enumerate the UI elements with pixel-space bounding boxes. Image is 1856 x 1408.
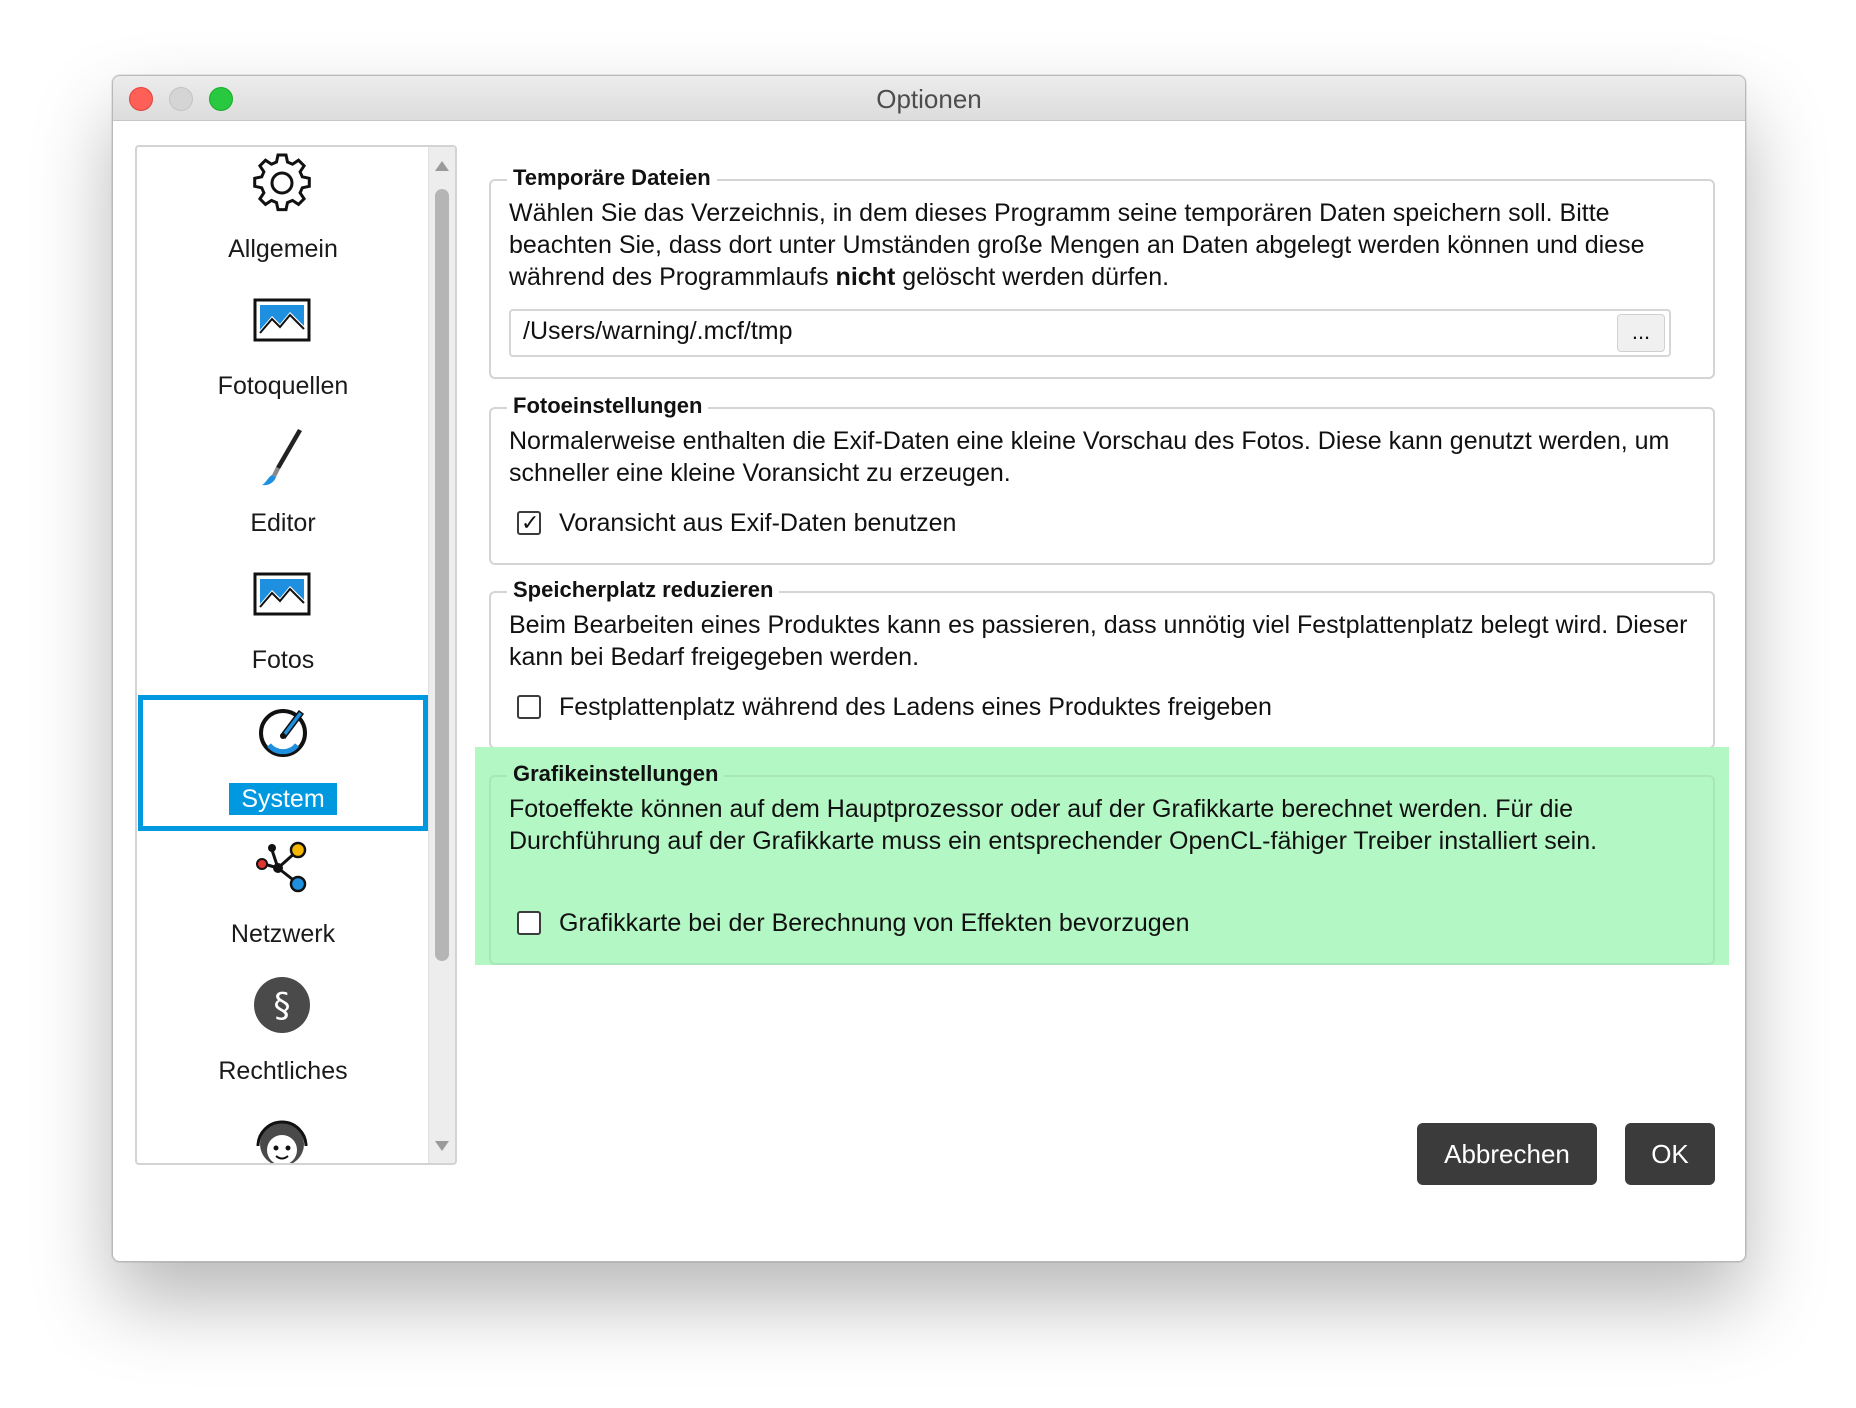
brush-icon bbox=[250, 425, 314, 489]
sidebar-item-support[interactable] bbox=[137, 1106, 429, 1165]
group-title: Fotoeinstellungen bbox=[507, 393, 708, 419]
sidebar-item-allgemein[interactable] bbox=[137, 147, 429, 283]
ok-button[interactable]: OK bbox=[1625, 1123, 1715, 1185]
group-description: Fotoeffekte können auf dem Hauptprozessor oder auf der Grafikkarte berechnet werden. Für die Durchführung auf der Grafikkarte muss ein entsprechender OpenCL-fähiger Treiber installiert sein. bbox=[509, 795, 1598, 855]
sidebar-item-rechtliches[interactable] bbox=[137, 969, 429, 1105]
picture-icon bbox=[250, 562, 314, 626]
sidebar-item-label: Netzwerk bbox=[230, 920, 336, 948]
section-sign-icon bbox=[250, 973, 314, 1037]
group-title: Speicherplatz reduzieren bbox=[507, 577, 779, 603]
gear-icon bbox=[250, 151, 314, 215]
group-temporary-files bbox=[489, 165, 1715, 379]
dialog-content bbox=[113, 121, 1745, 1261]
options-window bbox=[112, 75, 1746, 1262]
title-bar bbox=[113, 76, 1745, 121]
sidebar-item-label: Allgemein bbox=[228, 235, 338, 263]
checkbox-label: Festplattenplatz während des Ladens eines Produktes freigeben bbox=[559, 693, 1272, 721]
gauge-icon bbox=[251, 699, 315, 763]
svg-text:§: § bbox=[273, 986, 291, 1026]
cancel-button[interactable]: Abbrechen bbox=[1417, 1123, 1597, 1185]
scroll-up-arrow-icon[interactable] bbox=[435, 161, 449, 171]
checkbox-label: Voransicht aus Exif-Daten benutzen bbox=[559, 509, 957, 537]
checkmark-icon: ✓ bbox=[521, 510, 540, 535]
sidebar-scrollbar[interactable] bbox=[428, 147, 455, 1163]
temp-directory-path: /Users/warning/.mcf/tmp bbox=[523, 317, 793, 345]
browse-button[interactable]: ... bbox=[1617, 314, 1665, 352]
sidebar-item-label: System bbox=[229, 783, 336, 815]
sidebar-item-label: Fotoquellen bbox=[217, 372, 349, 400]
group-reduce-storage bbox=[489, 577, 1715, 749]
sidebar-item-label: Editor bbox=[250, 509, 316, 537]
group-title: Temporäre Dateien bbox=[507, 165, 717, 191]
sidebar-item-netzwerk[interactable] bbox=[137, 832, 429, 968]
scroll-down-arrow-icon[interactable] bbox=[435, 1141, 449, 1151]
sidebar-item-fotoquellen[interactable] bbox=[137, 284, 429, 420]
sidebar-item-label: Fotos bbox=[251, 646, 315, 674]
group-photo-settings bbox=[489, 393, 1715, 565]
prefer-gpu-checkbox[interactable] bbox=[517, 911, 541, 935]
group-description: Beim Bearbeiten eines Produktes kann es passieren, dass unnötig viel Festplattenplatz belegt wird. Dieser kann bei Bedarf freigegeben werden. bbox=[509, 611, 1688, 671]
scrollbar-thumb[interactable] bbox=[435, 189, 449, 961]
sidebar-item-system[interactable] bbox=[138, 695, 428, 831]
group-description: Normalerweise enthalten die Exif-Daten eine kleine Vorschau des Fotos. Diese kann genutzt werden, um schneller eine kleine Voransicht zu erzeugen. bbox=[509, 427, 1670, 487]
exif-preview-checkbox[interactable] bbox=[517, 511, 541, 535]
network-icon bbox=[250, 836, 314, 900]
category-sidebar[interactable] bbox=[135, 145, 457, 1165]
free-disk-space-checkbox[interactable] bbox=[517, 695, 541, 719]
group-description: Wählen Sie das Verzeichnis, in dem dieses Programm seine temporären Daten speichern soll. Bitte beachten Sie, dass dort unter Umständen große Mengen an Daten abgelegt werden können und diese während des Programmlaufs nicht gelöscht werden dürfen. bbox=[509, 199, 1645, 291]
group-title: Grafikeinstellungen bbox=[507, 761, 724, 787]
group-graphics-settings bbox=[489, 761, 1715, 965]
window-title: Optionen bbox=[876, 84, 982, 114]
sidebar-item-editor[interactable] bbox=[137, 421, 429, 557]
sidebar-item-label: Rechtliches bbox=[218, 1057, 348, 1085]
checkbox-label: Grafikkarte bei der Berechnung von Effekten bevorzugen bbox=[559, 909, 1190, 937]
support-agent-icon bbox=[250, 1110, 314, 1165]
temp-directory-field[interactable] bbox=[509, 309, 1671, 357]
picture-icon bbox=[250, 288, 314, 352]
sidebar-item-fotos[interactable] bbox=[137, 558, 429, 694]
